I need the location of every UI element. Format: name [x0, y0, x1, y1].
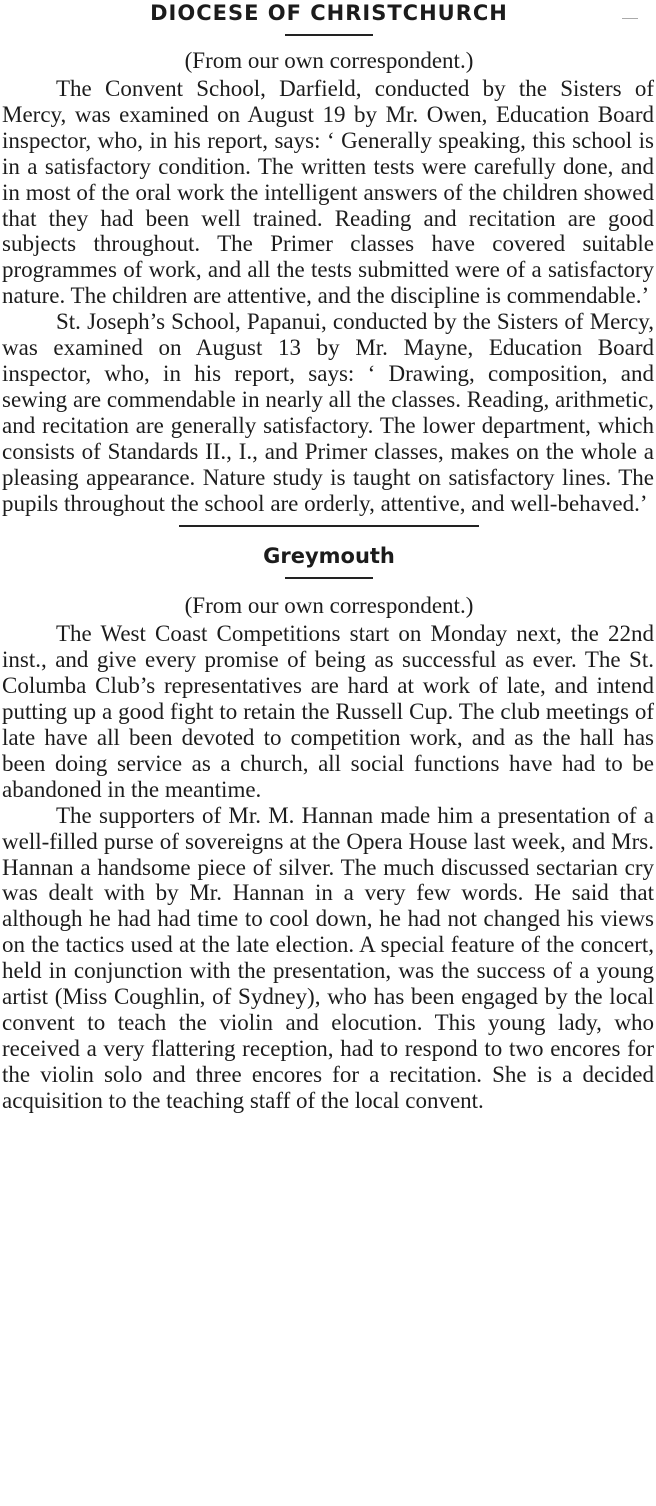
- section-heading: Greymouth: [263, 544, 395, 569]
- margin-mark: [622, 18, 638, 19]
- section-greymouth: [2, 543, 656, 1113]
- article-paragraph: The West Coast Competitions start on Monday next, the 22nd inst., and give every promise of being as successful as ever. The St. Columba Club’s representatives are hard at work of late, and intend putting up a good fight to retain the Russell Cup. The club meetings of late have all been devoted to competition work, and as the hall has been doing service as a church, all social functions have had to be abandoned in the meantime.: [2, 621, 654, 802]
- article-paragraph: The Convent School, Darfield, conducted by the Sisters of Mercy, was examined on August 19 by Mr. Owen, Education Board inspector, who, in his report, says: ‘ Generally speaking, this school is in a satisfactory condition. The written tests were carefully done, and in most of the oral work the intelligent answers of the children showed that they had been well trained. Reading and recitation are good subjects throughout. The Primer classes have covered suitable programmes of work, and all the tests submitted were of a satisfactory nature. The children are attentive, and the discipline is commendable.’: [2, 76, 654, 309]
- heading-rule: [285, 577, 373, 579]
- section-heading: DIOCESE OF CHRISTCHURCH: [150, 1, 508, 24]
- article-paragraph: St. Joseph’s School, Papanui, conducted by the Sisters of Mercy, was examined on August 13 by Mr. Mayne, Education Board inspector, who, in his report, says: ‘ Drawing, composition, and sewing are commendable in nearly all the classes. Reading, arithmetic, and recitation are generally satisfactory. The lower department, which consists of Standards II., I., and Primer classes, makes on the whole a pleasing appearance. Nature study is taught on satisfactory lines. The pupils throughout the school are orderly, attentive, and well-behaved.’: [2, 309, 654, 516]
- article-paragraph: The supporters of Mr. M. Hannan made him a presentation of a well-filled purse of sovereigns at the Opera House last week, and Mrs. Hannan a handsome piece of silver. The much discussed sectarian cry was dealt with by Mr. Hannan in a very few words. He said that although he had had time to cool down, he had not changed his views on the tactics used at the late election. A special feature of the concert, held in conjunction with the presentation, was the success of a young artist (Miss Coughlin, of Sydney), who has been engaged by the local convent to teach the violin and elocution. This young lady, who received a very flattering reception, had to respond to two encores for the violin solo and three encores for a recitation. She is a decided acquisition to the teaching staff of the local convent.: [2, 802, 654, 1113]
- byline: (From our own correspondent.): [184, 593, 474, 619]
- section-divider: [179, 525, 479, 527]
- heading-rule: [285, 34, 373, 36]
- byline: (From our own correspondent.): [184, 48, 474, 73]
- section-christchurch: [2, 0, 656, 516]
